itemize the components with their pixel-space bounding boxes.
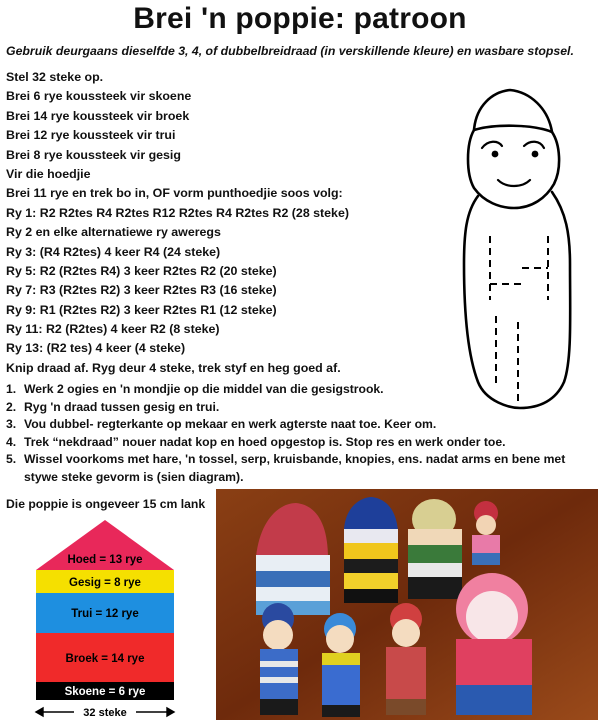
instruction-line: Ry 13: (R2 tes) 4 keer (4 steke)	[6, 341, 186, 356]
pattern-instructions	[6, 68, 426, 378]
sweater-label: Trui = 12 rye	[71, 608, 139, 620]
mouth	[498, 180, 530, 186]
instruction-line: Ry 1: R2 R2tes R4 R2tes R12 R2tes R4 R2tes R2 (28 steke)	[6, 205, 349, 220]
instruction-line: Ry 3: (R4 R2tes) 4 keer R4 (24 steke)	[6, 244, 221, 259]
intro-text: Gebruik deurgaans dieselfde 3, 4, of dubbelbreidraad (in verskillende kleure) en wasbare stopsel.	[6, 44, 574, 58]
size-note: Die poppie is ongeveer 15 cm lank	[6, 497, 206, 511]
step-number: 4.	[6, 434, 17, 449]
photo-doll-red	[386, 603, 426, 715]
rows-diagram	[34, 520, 176, 720]
photo-doll-blue	[260, 603, 298, 715]
shoes-label: Skoene = 6 rye	[64, 686, 146, 698]
width-arrow-head-right	[167, 708, 174, 716]
step-item	[6, 451, 596, 486]
right-eyebrow	[524, 142, 544, 148]
step-number: 5.	[6, 452, 17, 466]
doll-outline-drawing	[440, 84, 590, 414]
right-eye	[532, 151, 539, 158]
width-arrow-head-left	[36, 708, 43, 716]
knitted-dolls-photo	[216, 489, 598, 720]
face-label: Gesig = 8 rye	[69, 577, 141, 589]
pants-label: Broek = 14 rye	[65, 653, 145, 665]
width-label: 32 steke	[83, 707, 127, 719]
step-item	[6, 434, 596, 452]
photo-doll-pink	[456, 573, 532, 715]
instruction-line: Ry 9: R1 (R2tes R2) 3 keer R2tes R1 (12 steke)	[6, 302, 277, 317]
instruction-line: Ry 11: R2 (R2tes) 4 keer R2 (8 steke)	[6, 322, 220, 337]
photo-doll-yellow	[344, 497, 398, 603]
instruction-line: Vir die hoedjie	[6, 166, 91, 181]
step-number: 2.	[6, 399, 17, 414]
step-number: 1.	[6, 382, 17, 396]
instruction-line: Ry 5: R2 (R2tes R4) 3 keer R2tes R2 (20 steke)	[6, 263, 277, 278]
step-number: 3.	[6, 417, 17, 431]
step-text: Werk 2 ogies en 'n mondjie op die middel van die gesigstrook.	[24, 382, 384, 396]
page-title: Brei 'n poppie: patroon	[133, 2, 467, 35]
step-text: Ryg 'n draad tussen gesig en trui.	[24, 399, 220, 414]
step-text: Vou dubbel- regterkante op mekaar en werk agterste naat toe. Keer om.	[24, 417, 437, 431]
instruction-line: Brei 8 rye koussteek vir gesig	[6, 147, 181, 162]
left-eye	[492, 151, 499, 158]
step-item	[6, 416, 596, 434]
step-text: Trek “nekdraad” nouer nadat kop en hoed opgestop is. Stop res en werk onder toe.	[24, 434, 506, 449]
step-text: Wissel voorkoms met hare, 'n tossel, serp, kruisbande, knopies, ens. nadat arms en bene met stywe steke gevorm is (sien diagram).	[24, 452, 566, 484]
instruction-line: Brei 11 rye en trek bo in, OF vorm punthoedjie soos volg:	[6, 186, 343, 201]
instruction-line: Knip draad af. Ryg deur 4 steke, trek styf en heg goed af.	[6, 360, 341, 375]
photo-doll-overalls	[322, 613, 360, 717]
photo-doll-green	[408, 499, 462, 599]
left-eyebrow	[482, 142, 502, 148]
instruction-line: Ry 7: R3 (R2tes R2) 3 keer R2tes R3 (16 steke)	[6, 283, 277, 298]
instruction-line: Ry 2 en elke alternatiewe ry aweregs	[6, 225, 221, 240]
instruction-line: Brei 14 rye koussteek vir broek	[6, 108, 190, 123]
hat-label: Hoed = 13 rye	[67, 554, 143, 566]
instruction-line: Brei 12 rye koussteek vir trui	[6, 128, 176, 143]
instruction-line: Stel 32 steke op.	[6, 70, 104, 84]
hat-outline	[474, 90, 552, 132]
head-outline	[468, 130, 559, 208]
instruction-line: Brei 6 rye koussteek vir skoene	[6, 89, 192, 104]
